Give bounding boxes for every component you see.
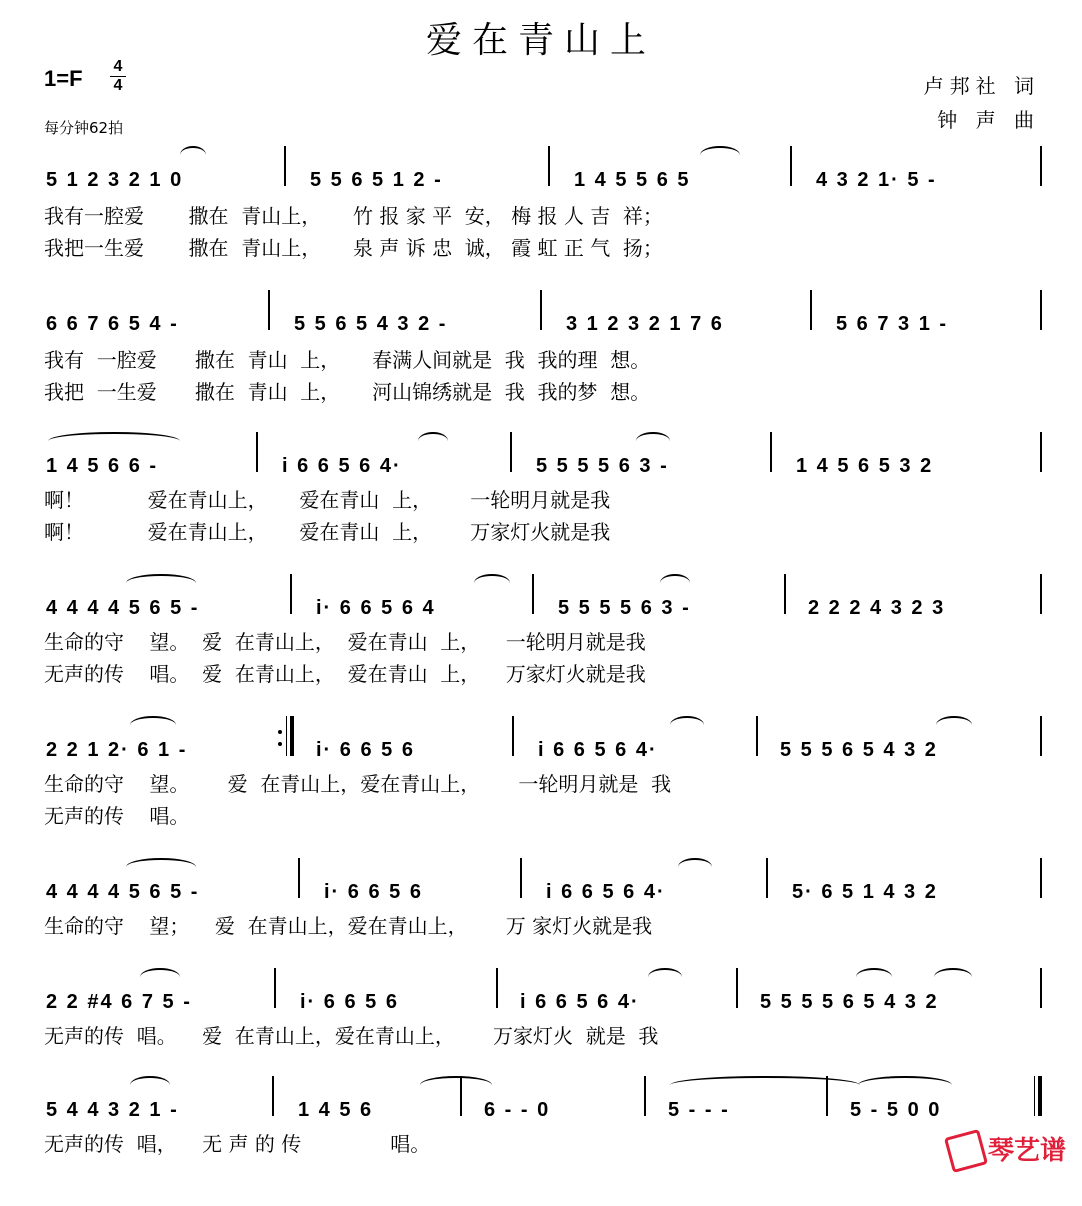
tie-slur (140, 968, 180, 986)
measure: i· 6 6 5 6 (316, 739, 415, 761)
final-bar-thin (1034, 1076, 1035, 1116)
bar-line (496, 968, 498, 1008)
lyric-line-2: 我把一生爱 撒在 青山上， 泉 声 诉 忠 诚， 霞 虹 正 气 扬； (44, 236, 663, 260)
score-system-4 (0, 574, 1082, 704)
measure: 1 4 5 5 6 5 (574, 169, 691, 191)
measure: i· 6 6 5 6 (324, 881, 423, 903)
composer-credit: 钟 声 曲 (937, 108, 1040, 132)
measure: 5 5 6 5 1 2 - (310, 169, 443, 191)
bar-line (272, 1076, 274, 1116)
bar-line (298, 858, 300, 898)
measure: 1 4 5 6 (298, 1099, 374, 1121)
bar-line (644, 1076, 646, 1116)
measure: 5 4 4 3 2 1 - (46, 1099, 179, 1121)
tie-slur (700, 146, 740, 164)
bar-line (826, 1076, 828, 1116)
tie-slur (636, 432, 670, 450)
bar-line (460, 1076, 462, 1116)
lyric-line-1: 生命的守 望。 爱 在青山上，爱在青山上， 一轮明月就是 我 (44, 772, 672, 796)
score-system-5 (0, 716, 1082, 846)
tie-slur (48, 432, 180, 450)
lyric-line-1: 无声的传 唱。 爱 在青山上，爱在青山上， 万家灯火 就是 我 (44, 1024, 659, 1048)
lyric-line-1: 啊！ 爱在青山上， 爱在青山 上， 一轮明月就是我 (44, 488, 611, 512)
lyricist-credit: 卢邦社 词 (923, 74, 1040, 98)
measure: i· 6 6 5 6 (300, 991, 399, 1013)
bar-line (1040, 432, 1042, 472)
measure: 2 2 2 4 3 2 3 (808, 597, 946, 619)
time-sig-top: 4 (113, 58, 123, 75)
bar-line (766, 858, 768, 898)
site-logo (948, 1130, 1066, 1170)
tie-slur (936, 716, 972, 734)
tie-slur (126, 574, 196, 592)
key-signature: 1=F (44, 66, 83, 91)
measure: 4 3 2 1· 5 - (816, 169, 937, 191)
final-bar-thick (1038, 1076, 1042, 1116)
measure: 5 - 5 0 0 (850, 1099, 942, 1121)
tie-slur (856, 968, 892, 986)
measure: 5 5 5 5 6 3 - (536, 455, 669, 477)
logo-text: 琴艺谱 (987, 1135, 1066, 1166)
measure: 1 4 5 6 6 - (46, 455, 159, 477)
bar-line (510, 432, 512, 472)
measure: i 6 6 5 6 4· (538, 739, 658, 761)
measure: i 6 6 5 6 4· (282, 455, 402, 477)
measure: 5 1 2 3 2 1 0 (46, 169, 184, 191)
lyric-line-2: 无声的传 唱。 爱 在青山上， 爱在青山 上， 万家灯火就是我 (44, 662, 646, 686)
measure: 4 4 4 4 5 6 5 - (46, 597, 200, 619)
measure: i 6 6 5 6 4· (546, 881, 666, 903)
tie-slur (678, 858, 712, 876)
score-system-2 (0, 290, 1082, 420)
time-signature (110, 58, 126, 95)
tie-slur (670, 1076, 860, 1094)
tie-slur (126, 858, 196, 876)
tie-slur (418, 432, 448, 450)
tie-slur (474, 574, 510, 592)
score-system-3 (0, 432, 1082, 562)
tie-slur (858, 1076, 952, 1094)
measure: 5 5 5 6 5 4 3 2 (780, 739, 938, 761)
logo-icon (944, 1129, 988, 1173)
tie-slur (660, 574, 690, 592)
bar-line (290, 574, 292, 614)
bar-line (548, 146, 550, 186)
tie-slur (130, 1076, 170, 1094)
measure: 5 5 5 5 6 5 4 3 2 (760, 991, 939, 1013)
bar-line (274, 968, 276, 1008)
bar-line (810, 290, 812, 330)
score-system-1 (0, 146, 1082, 276)
measure: i· 6 6 5 6 4 (316, 597, 436, 619)
bar-line (540, 290, 542, 330)
repeat-dot (278, 742, 282, 746)
bar-line (756, 716, 758, 756)
song-title: 爱在青山上 (425, 20, 656, 61)
bar-line (1040, 290, 1042, 330)
bar-line (1040, 716, 1042, 756)
measure: 5 5 6 5 4 3 2 - (294, 313, 448, 335)
measure: 4 4 4 4 5 6 5 - (46, 881, 200, 903)
bar-line (736, 968, 738, 1008)
bar-line (784, 574, 786, 614)
measure: 5· 6 5 1 4 3 2 (792, 881, 938, 903)
bar-line (1040, 574, 1042, 614)
measure: 5 5 5 5 6 3 - (558, 597, 691, 619)
lyric-line-1: 生命的守 望。 爱 在青山上， 爱在青山 上， 一轮明月就是我 (44, 630, 646, 654)
bar-line (770, 432, 772, 472)
repeat-bar-thin (286, 716, 287, 756)
bar-line (256, 432, 258, 472)
lyric-line-2: 无声的传 唱。 (44, 804, 190, 828)
measure: 5 - - - (668, 1099, 730, 1121)
measure: 2 2 1 2· 6 1 - (46, 739, 188, 761)
tie-slur (130, 716, 176, 734)
bar-line (532, 574, 534, 614)
lyric-line-2: 啊！ 爱在青山上， 爱在青山 上， 万家灯火就是我 (44, 520, 611, 544)
bar-line (1040, 858, 1042, 898)
time-sig-bottom: 4 (113, 77, 123, 94)
lyric-line-1: 生命的守 望； 爱 在青山上，爱在青山上， 万 家灯火就是我 (44, 914, 653, 938)
repeat-bar-thick (290, 716, 294, 756)
bar-line (790, 146, 792, 186)
measure: 3 1 2 3 2 1 7 6 (566, 313, 724, 335)
measure: 6 - - 0 (484, 1099, 551, 1121)
lyric-line-1: 我有一腔爱 撒在 青山上， 竹 报 家 平 安， 梅 报 人 吉 祥； (44, 204, 663, 228)
bar-line (268, 290, 270, 330)
tie-slur (934, 968, 972, 986)
bar-line (512, 716, 514, 756)
bar-line (1040, 146, 1042, 186)
measure: 2 2 #4 6 7 5 - (46, 991, 192, 1013)
tie-slur (648, 968, 682, 986)
lyric-line-1: 无声的传 唱， 无 声 的 传 唱。 (44, 1132, 431, 1156)
measure: i 6 6 5 6 4· (520, 991, 640, 1013)
tie-slur (670, 716, 704, 734)
measure: 5 6 7 3 1 - (836, 313, 949, 335)
tie-slur (180, 146, 206, 164)
lyric-line-2: 我把 一生爱 撒在 青山 上， 河山锦绣就是 我 我的梦 想。 (44, 380, 651, 404)
repeat-dot (278, 730, 282, 734)
bar-line (1040, 968, 1042, 1008)
tie-slur (420, 1076, 492, 1094)
tempo-marking: 每分钟62拍 (44, 119, 124, 137)
bar-line (284, 146, 286, 186)
measure: 1 4 5 6 5 3 2 (796, 455, 934, 477)
measure: 6 6 7 6 5 4 - (46, 313, 179, 335)
lyric-line-1: 我有 一腔爱 撒在 青山 上， 春满人间就是 我 我的理 想。 (44, 348, 651, 372)
bar-line (520, 858, 522, 898)
